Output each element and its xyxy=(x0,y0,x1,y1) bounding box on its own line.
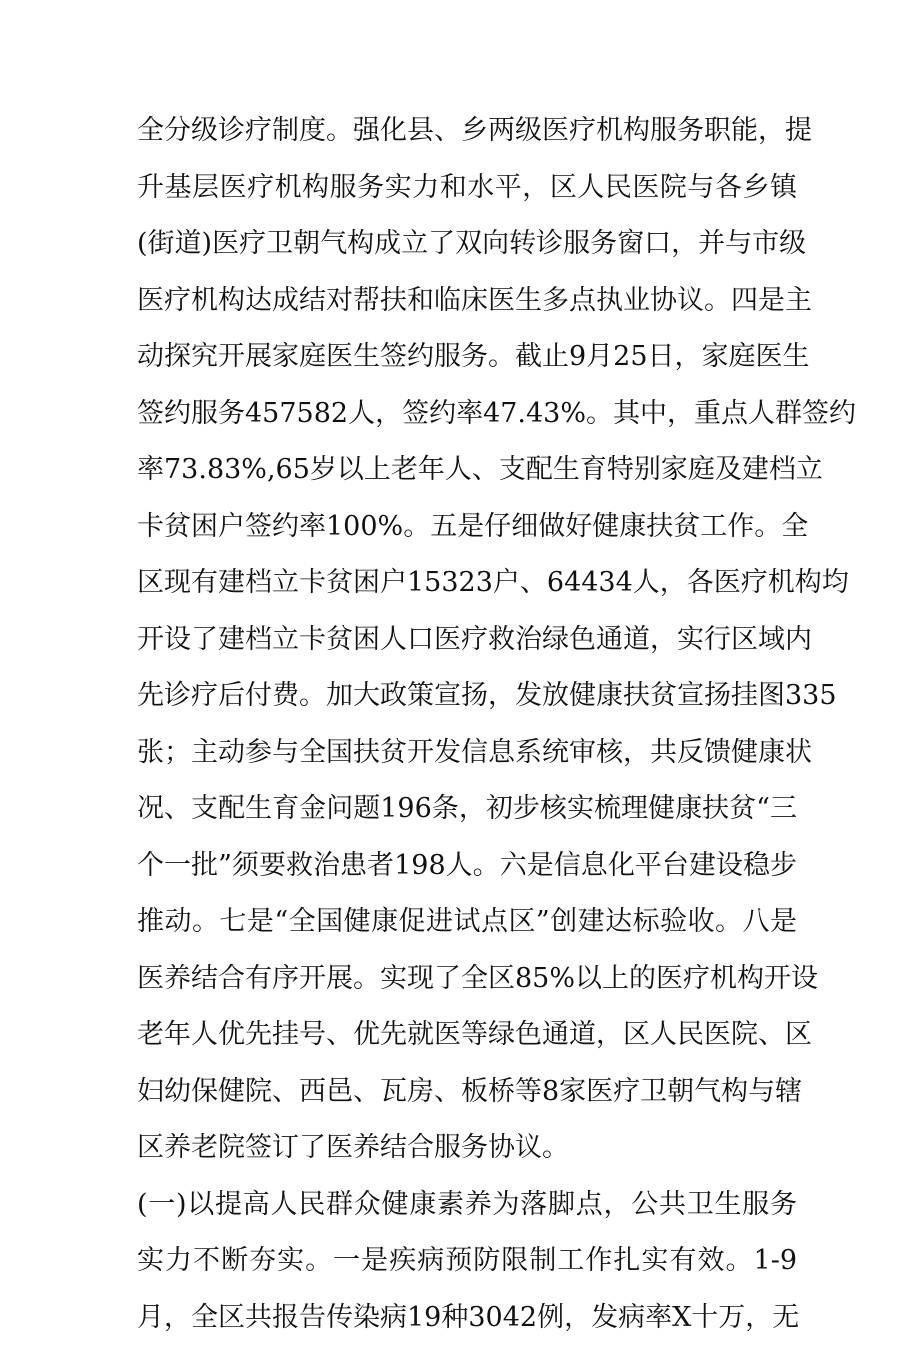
body-text xyxy=(137,103,797,1346)
text-line-1: 全分级诊疗制度。强化县、乡两级医疗机构服务职能，提 xyxy=(137,103,797,160)
text-line-21: 实力不断夯实。一是疾病预防限制工作扎实有效。1-9 xyxy=(137,1233,797,1290)
text-line-3: (街道)医疗卫朝气构成立了双向转诊服务窗口，并与市级 xyxy=(137,216,797,273)
text-line-16: 医养结合有序开展。实现了全区85%以上的医疗机构开设 xyxy=(137,951,797,1008)
text-line-7: 率73.83%,65岁以上老年人、支配生育特别家庭及建档立 xyxy=(137,442,797,499)
text-line-11: 先诊疗后付费。加大政策宣扬，发放健康扶贫宣扬挂图335 xyxy=(137,668,797,725)
text-line-5: 动探究开展家庭医生签约服务。截止9月25日，家庭医生 xyxy=(137,329,797,386)
text-line-14: 个一批”须要救治患者198人。六是信息化平台建设稳步 xyxy=(137,838,797,895)
text-line-13: 况、支配生育金问题196条，初步核实梳理健康扶贫“三 xyxy=(137,781,797,838)
text-line-4: 医疗机构达成结对帮扶和临床医生多点执业协议。四是主 xyxy=(137,273,797,330)
text-line-20: (一)以提高人民群众健康素养为落脚点，公共卫生服务 xyxy=(137,1177,797,1234)
text-line-6: 签约服务457582人，签约率47.43%。其中，重点人群签约 xyxy=(137,386,797,443)
text-line-9: 区现有建档立卡贫困户15323户、64434人，各医疗机构均 xyxy=(137,555,797,612)
text-line-18: 妇幼保健院、西邑、瓦房、板桥等8家医疗卫朝气构与辖 xyxy=(137,1064,797,1121)
text-line-19: 区养老院签订了医养结合服务协议。 xyxy=(137,1120,797,1177)
text-line-12: 张；主动参与全国扶贫开发信息系统审核，共反馈健康状 xyxy=(137,725,797,782)
text-line-8: 卡贫困户签约率100%。五是仔细做好健康扶贫工作。全 xyxy=(137,499,797,556)
text-line-10: 开设了建档立卡贫困人口医疗救治绿色通道，实行区域内 xyxy=(137,612,797,669)
text-line-22: 月，全区共报告传染病19种3042例，发病率X十万，无 xyxy=(137,1290,797,1346)
text-line-2: 升基层医疗机构服务实力和水平，区人民医院与各乡镇 xyxy=(137,160,797,217)
text-line-17: 老年人优先挂号、优先就医等绿色通道，区人民医院、区 xyxy=(137,1007,797,1064)
text-line-15: 推动。七是“全国健康促进试点区”创建达标验收。八是 xyxy=(137,894,797,951)
